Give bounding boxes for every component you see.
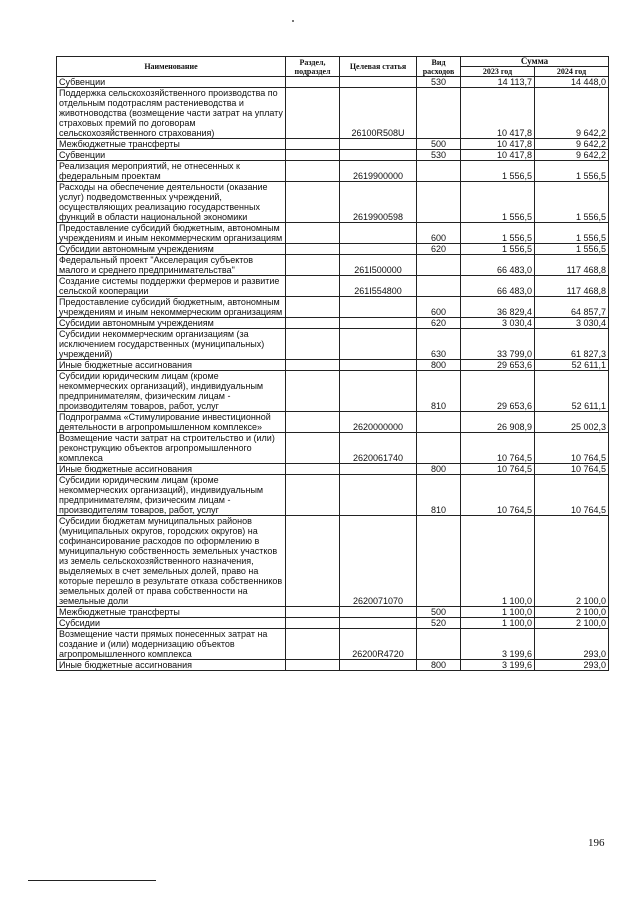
cell-name: Иные бюджетные ассигнования: [57, 464, 286, 475]
cell-type: 810: [417, 371, 461, 412]
cell-name: Субсидии некоммерческим организациям (за исключением государственных (муниципальных) учреждений): [57, 329, 286, 360]
cell-2024: 117 468,8: [535, 255, 609, 276]
cell-2024: 64 857,7: [535, 297, 609, 318]
cell-target: [340, 618, 417, 629]
header-target: Целевая статья: [340, 57, 417, 77]
cell-target: [340, 607, 417, 618]
cell-name: Создание системы поддержки фермеров и развитие сельской кооперации: [57, 276, 286, 297]
cell-target: [340, 475, 417, 516]
scan-speck: [292, 20, 294, 22]
cell-type: 620: [417, 244, 461, 255]
budget-table: [56, 56, 609, 671]
cell-2024: 2 100,0: [535, 516, 609, 607]
header-type: Вид расходов: [417, 57, 461, 77]
cell-target: 2620000000: [340, 412, 417, 433]
cell-2024: 14 448,0: [535, 77, 609, 88]
cell-2023: 26 908,9: [461, 412, 535, 433]
header-section: Раздел, подраздел: [286, 57, 340, 77]
cell-type: 520: [417, 618, 461, 629]
cell-section: [286, 629, 340, 660]
cell-target: 2620071070: [340, 516, 417, 607]
cell-section: [286, 618, 340, 629]
cell-target: [340, 318, 417, 329]
cell-name: Межбюджетные трансферты: [57, 607, 286, 618]
cell-2024: 293,0: [535, 660, 609, 671]
cell-2024: 1 556,5: [535, 244, 609, 255]
cell-name: Подпрограмма «Стимулирование инвестиционной деятельности в агропромышленном комплексе»: [57, 412, 286, 433]
cell-section: [286, 244, 340, 255]
cell-section: [286, 161, 340, 182]
cell-section: [286, 371, 340, 412]
cell-2023: 36 829,4: [461, 297, 535, 318]
cell-section: [286, 88, 340, 139]
table-row: [57, 77, 609, 88]
cell-2023: 10 417,8: [461, 139, 535, 150]
cell-2024: 293,0: [535, 629, 609, 660]
cell-name: Иные бюджетные ассигнования: [57, 660, 286, 671]
cell-section: [286, 475, 340, 516]
table-body: [57, 77, 609, 671]
cell-type: 810: [417, 475, 461, 516]
cell-section: [286, 297, 340, 318]
cell-section: [286, 433, 340, 464]
cell-type: 500: [417, 139, 461, 150]
table-row: [57, 464, 609, 475]
cell-target: [340, 360, 417, 371]
cell-2023: 3 199,6: [461, 629, 535, 660]
cell-2023: 10 417,8: [461, 88, 535, 139]
cell-type: 620: [417, 318, 461, 329]
cell-name: Субсидии бюджетам муниципальных районов (муниципальных округов, городских округов) на софинансирование расходов по оформлению в муниципальную собственность земельных участков из земель сельскохозяйственного назначения, выделяемых в счет земельных долей, право на которые перешло в результате отказа собственников земельных долей от права собственности на земельные доли: [57, 516, 286, 607]
cell-2024: 2 100,0: [535, 618, 609, 629]
cell-type: 800: [417, 360, 461, 371]
cell-2023: 10 764,5: [461, 475, 535, 516]
cell-target: [340, 329, 417, 360]
cell-name: Межбюджетные трансферты: [57, 139, 286, 150]
cell-name: Иные бюджетные ассигнования: [57, 360, 286, 371]
cell-2023: 1 100,0: [461, 618, 535, 629]
cell-2024: 9 642,2: [535, 139, 609, 150]
cell-2024: 1 556,5: [535, 223, 609, 244]
cell-section: [286, 182, 340, 223]
cell-name: Субсидии юридическим лицам (кроме некоммерческих организаций), индивидуальным предпринимателям, физическим лицам - производителям товаров, работ, услуг: [57, 475, 286, 516]
cell-2024: 9 642,2: [535, 150, 609, 161]
cell-section: [286, 660, 340, 671]
page-number: 196: [588, 837, 605, 849]
table-row: [57, 244, 609, 255]
table-row: [57, 255, 609, 276]
cell-2024: 10 764,5: [535, 433, 609, 464]
cell-target: 2619900598: [340, 182, 417, 223]
cell-name: Субвенции: [57, 77, 286, 88]
table-row: [57, 433, 609, 464]
cell-section: [286, 516, 340, 607]
cell-target: [340, 139, 417, 150]
cell-2023: 14 113,7: [461, 77, 535, 88]
cell-type: [417, 629, 461, 660]
cell-name: Субсидии юридическим лицам (кроме некоммерческих организаций), индивидуальным предпринимателям, физическим лицам - производителям товаров, работ, услуг: [57, 371, 286, 412]
table-row: [57, 607, 609, 618]
table-row: [57, 150, 609, 161]
cell-name: Возмещение части прямых понесенных затрат на создание и (или) модернизацию объектов агропромышленного комплекса: [57, 629, 286, 660]
header-2023: 2023 год: [461, 67, 535, 77]
cell-2024: 3 030,4: [535, 318, 609, 329]
cell-2024: 10 764,5: [535, 464, 609, 475]
cell-target: [340, 150, 417, 161]
table-row: [57, 360, 609, 371]
cell-name: Расходы на обеспечение деятельности (оказание услуг) подведомственных учреждений, осуществляющих реализацию государственных функций в области национальной экономики: [57, 182, 286, 223]
cell-2023: 3 030,4: [461, 318, 535, 329]
cell-type: [417, 516, 461, 607]
cell-section: [286, 139, 340, 150]
cell-2024: 2 100,0: [535, 607, 609, 618]
cell-2023: 29 653,6: [461, 360, 535, 371]
table-row: [57, 629, 609, 660]
cell-name: Предоставление субсидий бюджетным, автономным учреждениям и иным некоммерческим организациям: [57, 297, 286, 318]
cell-2023: 33 799,0: [461, 329, 535, 360]
cell-section: [286, 276, 340, 297]
table-row: [57, 223, 609, 244]
header-name: Наименование: [57, 57, 286, 77]
cell-2023: 10 764,5: [461, 433, 535, 464]
cell-target: 2619900000: [340, 161, 417, 182]
cell-type: 600: [417, 297, 461, 318]
cell-section: [286, 150, 340, 161]
cell-section: [286, 360, 340, 371]
table-row: [57, 329, 609, 360]
cell-section: [286, 255, 340, 276]
cell-target: 261I554800: [340, 276, 417, 297]
table-row: [57, 475, 609, 516]
cell-name: Субсидии автономным учреждениям: [57, 244, 286, 255]
cell-2023: 3 199,6: [461, 660, 535, 671]
cell-2024: 61 827,3: [535, 329, 609, 360]
cell-type: 530: [417, 150, 461, 161]
cell-2023: 10 417,8: [461, 150, 535, 161]
cell-2023: 1 100,0: [461, 516, 535, 607]
cell-type: 800: [417, 464, 461, 475]
header-sum: Сумма: [461, 57, 609, 67]
table-row: [57, 412, 609, 433]
cell-type: [417, 276, 461, 297]
cell-section: [286, 77, 340, 88]
cell-2024: 52 611,1: [535, 360, 609, 371]
cell-section: [286, 223, 340, 244]
cell-type: 500: [417, 607, 461, 618]
cell-name: Реализация мероприятий, не отнесенных к федеральным проектам: [57, 161, 286, 182]
cell-2023: 1 556,5: [461, 244, 535, 255]
cell-type: 630: [417, 329, 461, 360]
table-row: [57, 88, 609, 139]
cell-target: [340, 244, 417, 255]
cell-section: [286, 607, 340, 618]
cell-2023: 66 483,0: [461, 255, 535, 276]
cell-target: [340, 77, 417, 88]
cell-2024: 9 642,2: [535, 88, 609, 139]
cell-target: 261I500000: [340, 255, 417, 276]
table-row: [57, 371, 609, 412]
cell-type: 530: [417, 77, 461, 88]
cell-name: Субсидии: [57, 618, 286, 629]
cell-name: Возмещение части затрат на строительство и (или) реконструкцию объектов агропромышленного комплекса: [57, 433, 286, 464]
cell-target: [340, 371, 417, 412]
cell-target: 26200R4720: [340, 629, 417, 660]
cell-2024: 117 468,8: [535, 276, 609, 297]
table-row: [57, 660, 609, 671]
cell-2023: 29 653,6: [461, 371, 535, 412]
cell-type: 600: [417, 223, 461, 244]
table-row: [57, 618, 609, 629]
cell-type: [417, 182, 461, 223]
cell-type: [417, 412, 461, 433]
cell-2023: 1 556,5: [461, 182, 535, 223]
cell-target: 2620061740: [340, 433, 417, 464]
cell-section: [286, 464, 340, 475]
cell-target: 26100R508U: [340, 88, 417, 139]
cell-name: Предоставление субсидий бюджетным, автономным учреждениям и иным некоммерческим организациям: [57, 223, 286, 244]
cell-2024: 52 611,1: [535, 371, 609, 412]
cell-name: Субвенции: [57, 150, 286, 161]
table-row: [57, 297, 609, 318]
cell-2024: 1 556,5: [535, 161, 609, 182]
cell-target: [340, 464, 417, 475]
cell-type: [417, 161, 461, 182]
cell-2023: 66 483,0: [461, 276, 535, 297]
cell-type: [417, 88, 461, 139]
footnote-rule: [28, 880, 156, 881]
cell-section: [286, 329, 340, 360]
cell-2024: 10 764,5: [535, 475, 609, 516]
header-2024: 2024 год: [535, 67, 609, 77]
table-row: [57, 139, 609, 150]
cell-section: [286, 412, 340, 433]
cell-name: Федеральный проект "Акселерация субъектов малого и среднего предпринимательства": [57, 255, 286, 276]
cell-type: [417, 255, 461, 276]
table-row: [57, 161, 609, 182]
table-row: [57, 276, 609, 297]
cell-2023: 1 556,5: [461, 223, 535, 244]
table-row: [57, 318, 609, 329]
cell-target: [340, 660, 417, 671]
cell-name: Поддержка сельскохозяйственного производства по отдельным подотраслям растениеводства и животноводства (возмещение части затрат на уплату страховых премий по договорам сельскохозяйственного страхования): [57, 88, 286, 139]
cell-2023: 1 556,5: [461, 161, 535, 182]
table-row: [57, 182, 609, 223]
cell-target: [340, 297, 417, 318]
cell-2023: 10 764,5: [461, 464, 535, 475]
cell-2023: 1 100,0: [461, 607, 535, 618]
cell-target: [340, 223, 417, 244]
table-row: [57, 516, 609, 607]
cell-name: Субсидии автономным учреждениям: [57, 318, 286, 329]
cell-section: [286, 318, 340, 329]
cell-type: [417, 433, 461, 464]
cell-type: 800: [417, 660, 461, 671]
cell-2024: 25 002,3: [535, 412, 609, 433]
cell-2024: 1 556,5: [535, 182, 609, 223]
